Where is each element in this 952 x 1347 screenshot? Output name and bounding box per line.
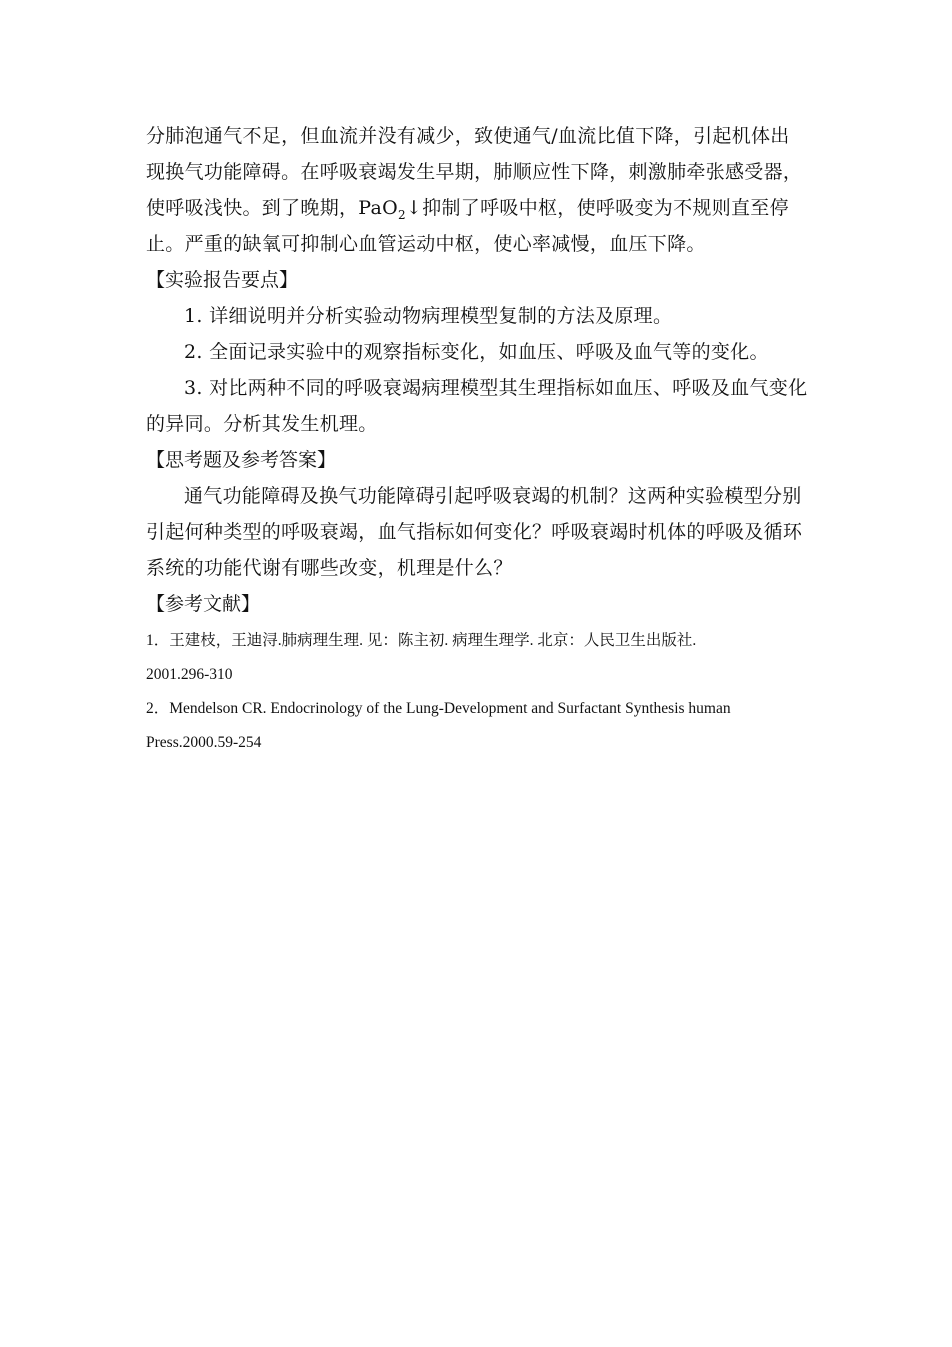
reference-1-line2: 2001.296-310 — [146, 666, 233, 683]
report-item-2: 2. 全面记录实验中的观察指标变化，如血压、呼吸及血气等的变化。 — [184, 341, 769, 363]
intro-subscript: 2 — [398, 207, 406, 222]
reference-1-line1: 1．王建枝，王迪浔.肺病理生理. 见：陈主初. 病理生理学. 北京：人民卫生出版社. — [146, 632, 697, 649]
report-item-1: 1. 详细说明并分析实验动物病理模型复制的方法及原理。 — [184, 305, 673, 327]
references-heading: 【参考文献】 — [146, 593, 261, 615]
reference-2-line1: 2．Mendelson CR. Endocrinology of the Lung-Development and Surfactant Synthesis human — [146, 700, 731, 717]
questions-heading: 【思考题及参考答案】 — [146, 449, 337, 471]
report-item-3: 3. 对比两种不同的呼吸衰竭病理模型其生理指标如血压、呼吸及血气变化的异同。分析其发生机理。 — [146, 377, 808, 435]
questions-text: 通气功能障碍及换气功能障碍引起呼吸衰竭的机制？这两种实验模型分别引起何种类型的呼吸衰竭，血气指标如何变化？呼吸衰竭时机体的呼吸及循环系统的功能代谢有哪些改变，机理是什么？ — [146, 485, 803, 579]
intro-text-part1: 分肺泡通气不足，但血流并没有减少，致使通气/血流比值下降，引起机体出现换气功能障碍。在呼吸衰竭发生早期，肺顺应性下降，刺激肺牵张感受器，使呼吸浅快。到了晚期，PaO — [146, 125, 803, 219]
document-page — [146, 118, 808, 760]
reference-2-line2: Press.2000.59-254 — [146, 734, 262, 751]
report-heading: 【实验报告要点】 — [146, 269, 299, 291]
intro-paragraph — [146, 118, 808, 262]
intro-text-part2: ↓抑制了呼吸中枢，使呼吸变为不规则直至停止。严重的缺氧可抑制心血管运动中枢，使心率减慢，血压下降。 — [146, 197, 789, 255]
